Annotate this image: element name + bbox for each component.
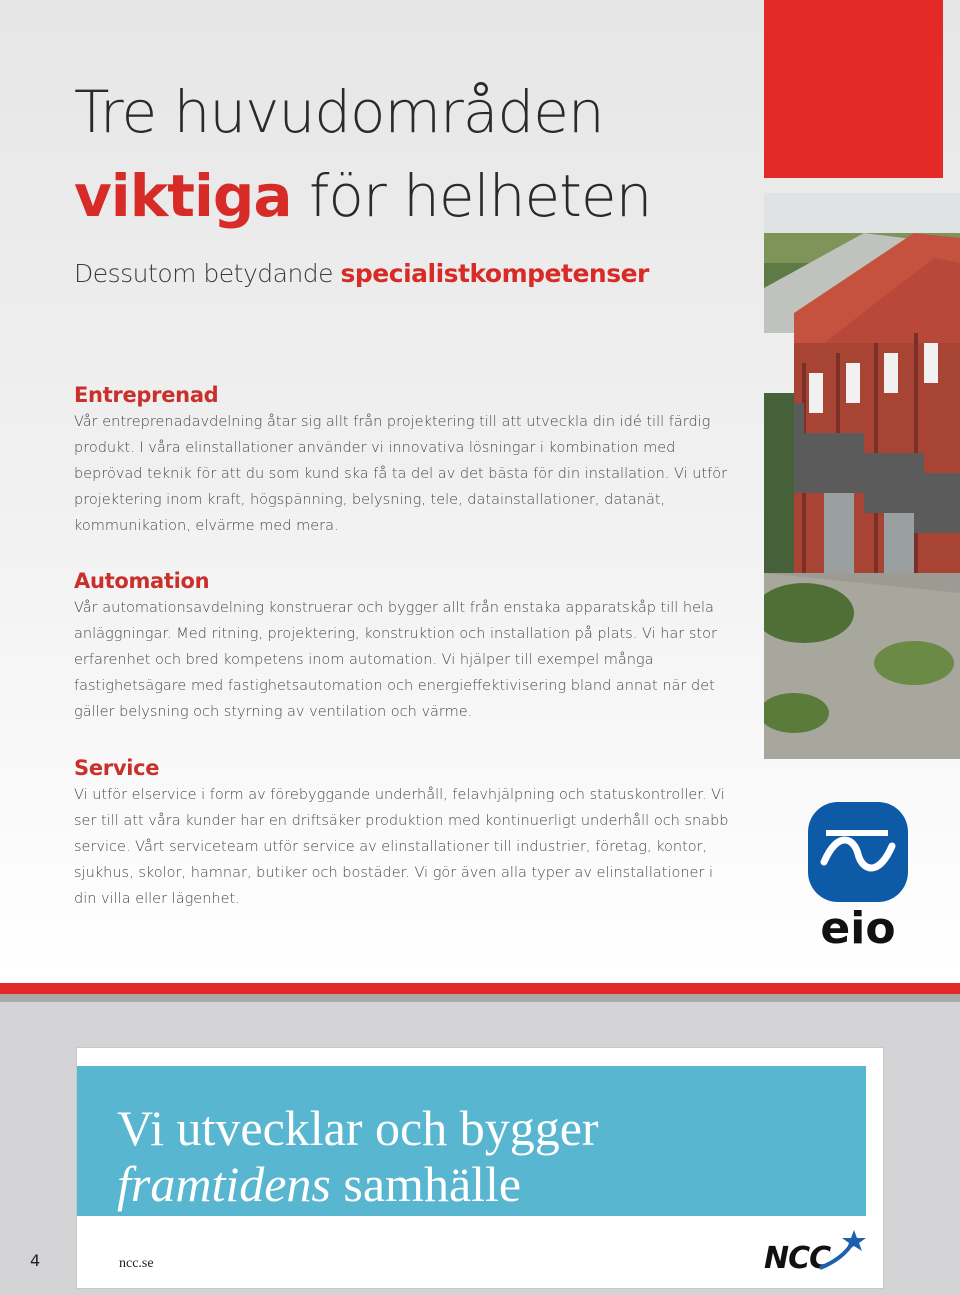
section-entreprenad	[74, 383, 734, 539]
ad-italic-word: framtidens	[117, 1156, 331, 1212]
ncc-advertisement	[76, 1047, 884, 1289]
section-heading: Service	[74, 756, 160, 780]
eio-logo	[808, 802, 908, 948]
title-line-2	[74, 154, 651, 238]
ncc-url[interactable]: ncc.se	[119, 1256, 154, 1271]
svg-text:NCC: NCC	[764, 1241, 831, 1274]
section-heading: Entreprenad	[74, 383, 219, 407]
subtitle-prefix: Dessutom betydande	[74, 259, 341, 288]
section-body: Vår automationsavdelning konstruerar och bygger allt från enstaka apparatskåp till hela anläggningar. Med ritning, projektering, konstruktion och installation på plats. Vi har stor erfarenhet och bred kompetens inom automation. Vi hjälper till exempel många fastighetsägare med fastighetsautomation och energieffektivisering bland annat när det gäller belysning och styrning av ventilation och värme.	[74, 600, 717, 720]
ad-banner	[77, 1066, 866, 1216]
subtitle	[74, 259, 649, 288]
title-rest: för helheten	[291, 162, 652, 230]
section-automation	[74, 569, 734, 725]
section-heading: Automation	[74, 569, 210, 593]
section-body: Vi utför elservice i form av förebyggande underhåll, felavhjälpning och statuskontroller. Vi ser till att våra kunder har en driftsäker produktion med kontinuerligt underhåll och snabb service. Vårt serviceteam utför service av elinstallationer till industrier, företag, kontor, sjukhus, skolor, hamnar, butiker och bostäder. Vi gör även alla typer av elinstallationer i din villa eller lägenhet.	[74, 787, 729, 907]
ad-headline-line-2	[117, 1156, 521, 1212]
red-divider	[0, 983, 960, 994]
title-accent-word: viktiga	[74, 162, 292, 230]
ad-line-rest: samhälle	[330, 1156, 522, 1212]
building-photo	[764, 193, 960, 759]
red-accent-block	[764, 0, 943, 178]
page-title	[74, 70, 651, 238]
section-body: Vår entreprenadavdelning åtar sig allt från projektering till att utveckla din idé till färdig produkt. I våra elinstallationer använder vi innovativa lösningar i kombination med beprövad teknik för att du som kund ska få ta del av det bästa för din installation. Vi utför projektering inom kraft, högspänning, belysning, tele, datainstallationer, datanät, kommunikation, elvärme med mera.	[74, 414, 728, 534]
section-service	[74, 756, 734, 912]
svg-text:eio: eio	[820, 903, 896, 948]
ad-headline-line-1: Vi utvecklar och bygger	[117, 1100, 599, 1156]
subtitle-accent: specialistkompetenser	[340, 259, 649, 288]
ncc-logo	[760, 1228, 870, 1274]
title-line-1: Tre huvudområden	[74, 78, 604, 146]
page-number: 4	[30, 1251, 41, 1270]
grey-divider	[0, 994, 960, 1002]
